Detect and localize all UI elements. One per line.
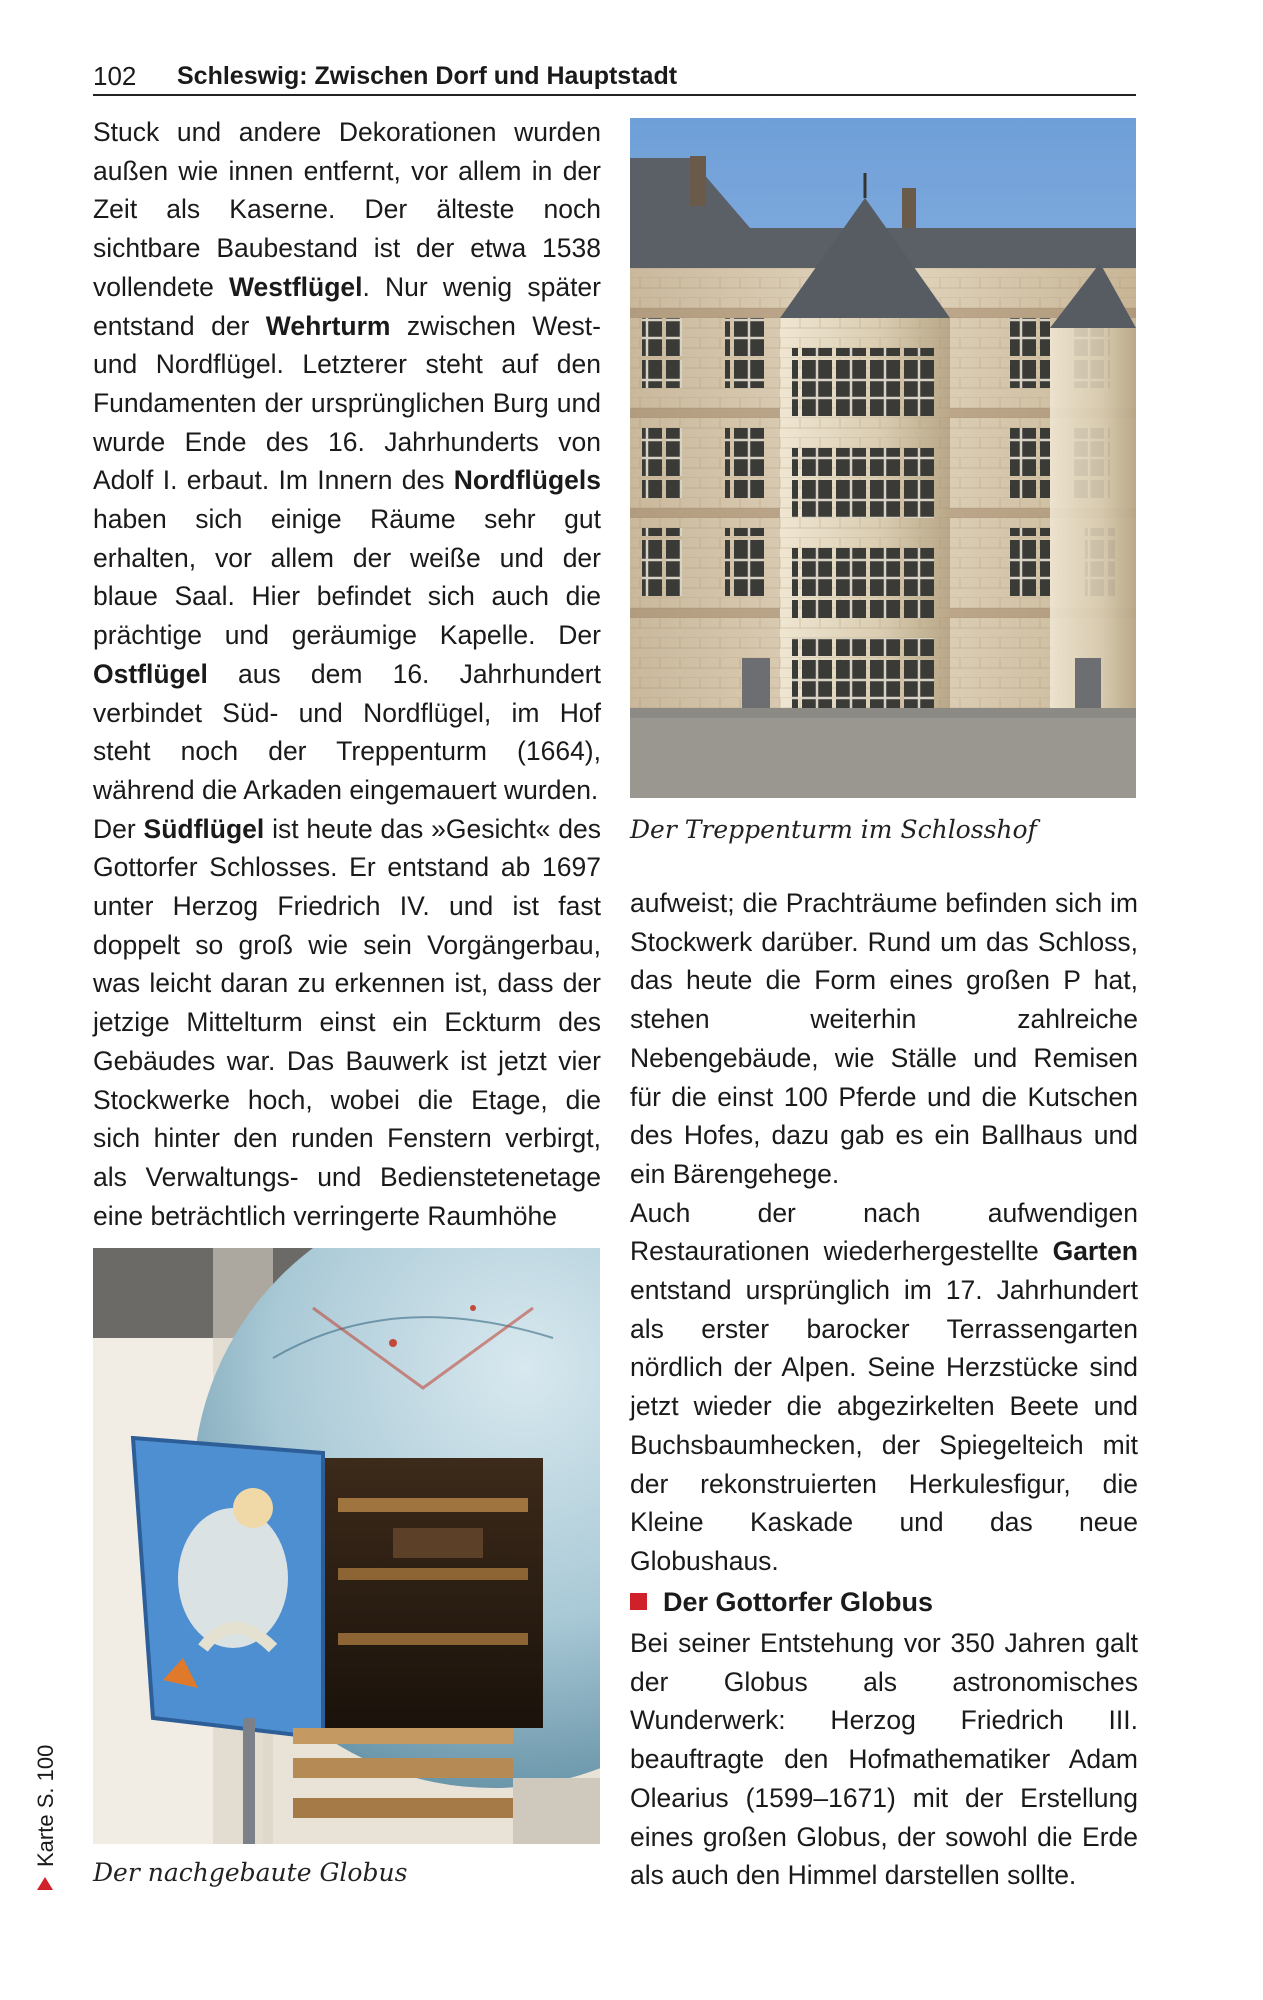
page-number: 102 — [93, 61, 137, 91]
bold-term: Westflügel — [229, 271, 363, 302]
red-square-icon — [630, 1593, 647, 1610]
box-heading — [630, 1585, 933, 1619]
globe-photo — [93, 1248, 600, 1844]
bold-term: Wehrturm — [265, 310, 391, 341]
red-triangle-icon — [37, 1877, 53, 1890]
running-title: Schleswig: Zwischen Dorf und Hauptstadt — [177, 62, 678, 90]
castle-photo-caption: Der Treppenturm im Schlosshof — [630, 815, 1037, 844]
bold-term: Garten — [1052, 1236, 1138, 1267]
bold-term: Nordflügels — [453, 465, 601, 496]
box-text — [630, 1624, 1138, 1895]
map-reference[interactable] — [30, 1690, 62, 1890]
map-reference-label: Karte S. 100 — [33, 1744, 58, 1867]
globe-photo-caption: Der nachgebaute Globus — [93, 1858, 408, 1887]
castle-courtyard-photo — [630, 118, 1136, 798]
right-column-text — [630, 884, 1138, 1581]
paragraph-palace: aufweist; die Prachträume befinden sich im Stockwerk darüber. Rund um das Schloss, das heute die Form eines großen P hat, stehen weiterhin zahlreiche Nebengebäude, wie Ställe und Remisen für die einst 100 Pferde und die Kutschen des Hofes, dazu gab es ein Ballhaus und ein Bärengehege. — [630, 888, 1138, 1189]
paragraph-globus: Bei seiner Entstehung vor 350 Jahren galt der Globus als astronomisches Wunderwerk: Herzog Friedrich III. beauftragte den Hofmathematiker Adam Olearius (1599–1671) mit der Erstellung eines großen Globus, der sowohl die Erde als auch den Himmel darstellen sollte. — [630, 1628, 1138, 1891]
paragraph-garden: Auch der nach aufwendigen Restaurationen wiederhergestellte Garten entstand ursprünglich im 17. Jahrhundert als erster barocker Terrassengarten nördlich der Alpen. Seine Herzstücke sind jetzt wieder die abgezirkelten Beete und Buchsbaumhecken, der Spiegelteich mit der rekonstruierten Herkulesfigur, die Kleine Kaskade und das neue Globushaus. — [630, 1197, 1138, 1576]
box-title: Der Gottorfer Globus — [663, 1587, 934, 1617]
paragraph-suedfluegel: Der Südflügel ist heute das »Gesicht« des Gottorfer Schlosses. Er entstand ab 1697 unter Herzog Friedrich IV. und ist fast doppelt so groß wie sein Vorgängerbau, was leicht daran zu erkennen ist, dass der jetzige Mittelturm einst ein Eckturm des Gebäudes war. Das Bauwerk ist jetzt vier Stockwerke hoch, wobei die Etage, die sich hinter den runden Fenstern verbirgt, als Verwaltungs- und Bedienstetenetage eine beträchtlich verringerte Raumhöhe — [93, 813, 601, 1231]
page-header — [93, 60, 1136, 96]
paragraph-wings: Stuck und andere Dekorationen wurden außen wie innen entfernt, vor allem in der Zeit als Kaserne. Der älteste noch sichtbare Baubestand ist der etwa 1538 vollendete Westflügel. Nur wenig später entstand der Wehrturm zwischen West- und Nordflügel. Letzterer steht auf den Fundamenten der ursprünglichen Burg und wurde Ende des 16. Jahrhunderts von Adolf I. erbaut. Im Innern des Nordflügels haben sich einige Räume sehr gut erhalten, vor allem der weiße und der blaue Saal. Hier befindet sich auch die prächtige und geräumige Kapelle. Der Ostflügel aus dem 16. Jahrhundert verbindet Süd- und Nordflügel, im Hof steht noch der Treppenturm (1664), während die Arkaden eingemauert wurden. — [93, 117, 601, 805]
left-column-text — [93, 113, 601, 1235]
bold-term: Ostflügel — [93, 658, 208, 689]
bold-term: Südflügel — [143, 813, 265, 844]
